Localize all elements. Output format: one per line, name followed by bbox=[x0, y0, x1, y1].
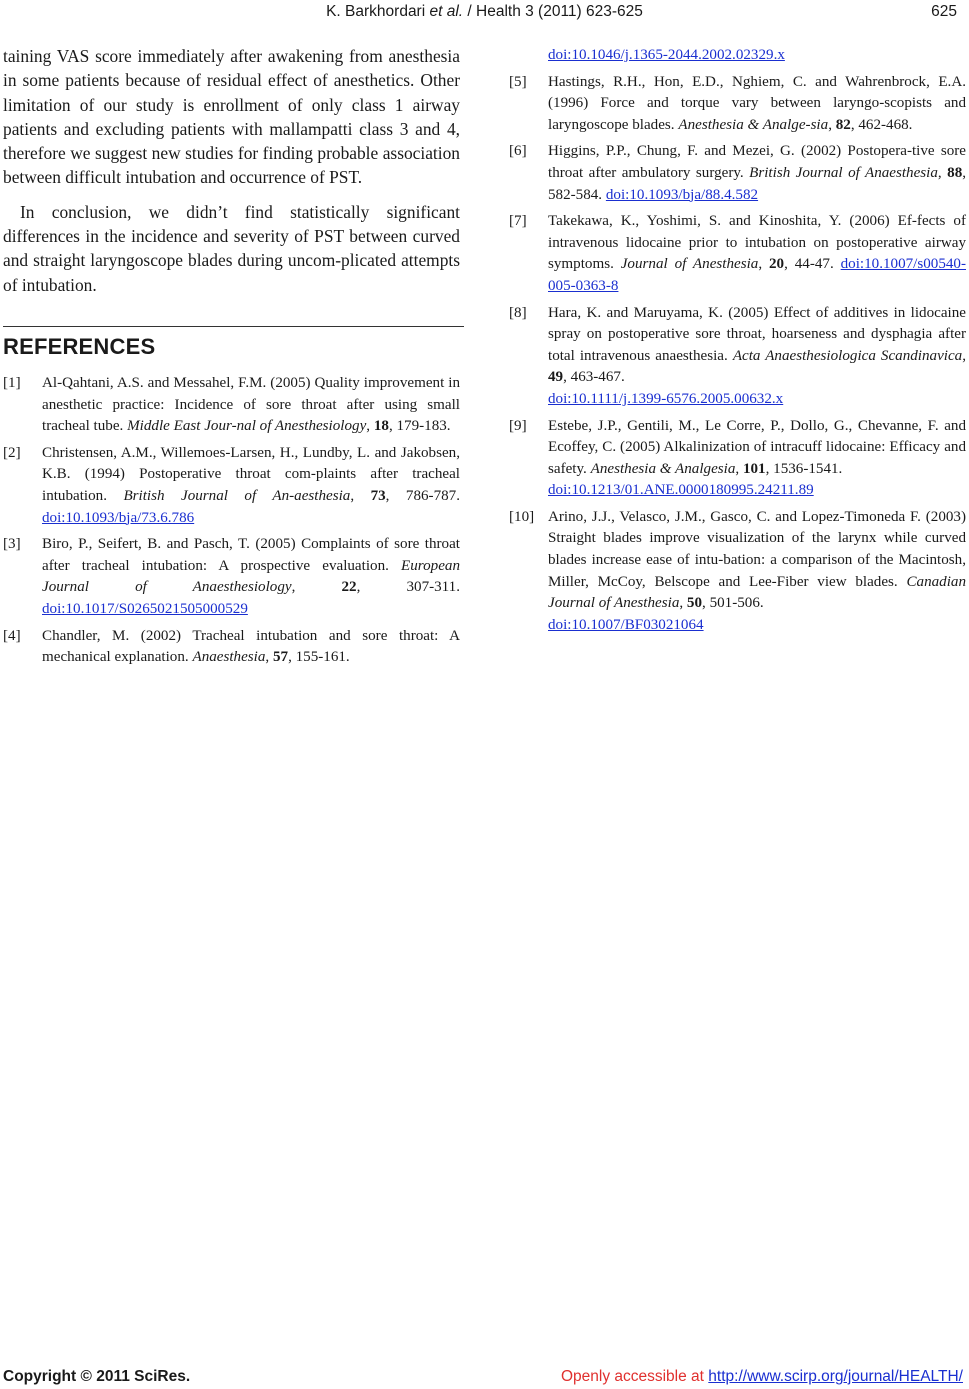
reference-number: [1] bbox=[3, 375, 21, 391]
reference-pages: , 582-584. bbox=[548, 164, 967, 203]
doi-link[interactable]: doi:10.1093/bja/88.4.582 bbox=[605, 186, 759, 203]
reference-journal: Anesthesia & Analgesia bbox=[590, 460, 736, 477]
reference-list-right bbox=[509, 45, 966, 641]
reference-volume: 20 bbox=[768, 256, 785, 273]
reference-journal: Middle East Jour-nal of Anesthesiology bbox=[127, 418, 367, 435]
reference-number: [8] bbox=[509, 304, 527, 321]
reference-text: Hastings, R.H., Hon, E.D., Nghiem, C. and Wahrenbrock, E.A. (1996) Force and torque vary between laryngo-scopists and laryngoscope blades. Anesthesia & Analge-sia, 82, 462-468. bbox=[548, 73, 966, 133]
reference-pages: , 179-183. bbox=[388, 418, 451, 435]
section-divider bbox=[3, 326, 464, 327]
reference-pages: , 462-468. bbox=[850, 116, 913, 133]
reference-item bbox=[509, 303, 966, 411]
reference-volume: 22 bbox=[341, 579, 357, 596]
reference-4-doi-continued[interactable] bbox=[548, 45, 966, 67]
reference-volume: 73 bbox=[370, 487, 386, 504]
reference-journal: Anaesthesia bbox=[192, 649, 266, 666]
reference-text: Higgins, P.P., Chung, F. and Mezei, G. (2002) Postopera-tive sore throat after ambulatory surgery. British Journal of Anaesthesia, 88, 582-584. doi:10.1093/bja/88.4.582 bbox=[548, 143, 967, 203]
access-notice bbox=[561, 1368, 963, 1386]
reference-text: Takekawa, K., Yoshimi, S. and Kinoshita, Y. (2006) Ef-fects of intravenous lidocaine prior to intubation on postoperative airway symptoms. Journal of Anesthesia, 20, 44-47. doi:10.1007/s00540-005-0363-8 bbox=[548, 213, 966, 294]
reference-text: Al-Qahtani, A.S. and Messahel, F.M. (2005) Quality improvement in anesthetic practice: Incidence of sore throat after using small tracheal tube. Middle East Jour-nal of Anesthesiology, 18, 179-183. bbox=[42, 375, 460, 435]
reference-item bbox=[3, 443, 460, 529]
doi-link[interactable]: doi:10.1007/BF03021064 bbox=[548, 616, 704, 633]
paragraph-limitations: taining VAS score immediately after awakening from anesthesia in some patients because of residual effect of anesthetics. Other limitation of our study is enrollment of only class 1 airway patients and excluding patients with mallampatti class 3 and 4, therefore we suggest new studies for finding probable association between difficult intubation and occurrence of PST. bbox=[3, 46, 460, 188]
doi-link[interactable]: doi:10.1093/bja/73.6.786 bbox=[42, 509, 195, 526]
reference-volume: 50 bbox=[686, 595, 703, 612]
reference-number: [5] bbox=[509, 73, 527, 90]
reference-number: [2] bbox=[3, 444, 21, 461]
running-title bbox=[0, 3, 969, 21]
reference-item bbox=[509, 72, 966, 137]
reference-number: [4] bbox=[3, 627, 21, 644]
reference-citation: Hastings, R.H., Hon, E.D., Nghiem, C. and Wahrenbrock, E.A. (1996) Force and torque vary between laryngo-scopists and laryngoscope blades. bbox=[548, 73, 966, 133]
reference-journal: British Journal of An-aesthesia bbox=[123, 487, 351, 504]
reference-journal: European Journal of Anaesthesiology bbox=[42, 557, 460, 596]
reference-pages: , 307-311. bbox=[356, 579, 460, 596]
header-authors: K. Barkhordari bbox=[326, 3, 426, 20]
reference-text: Arino, J.J., Velasco, J.M., Gasco, C. and Lopez-Timoneda F. (2003) Straight blades improve visualization of the larynx while curved blades increase ease of intu-bation: a comparison of the Macintosh, Miller, McCoy, Belscope and Lee-Fiber view blades. Canadian Journal of Anesthesia, 50, 501-506. doi:10.1007/BF03021064 bbox=[548, 508, 966, 633]
reference-item bbox=[509, 507, 966, 637]
reference-pages: , 463-467. bbox=[563, 369, 625, 386]
reference-item bbox=[3, 534, 460, 620]
references-heading: REFERENCES bbox=[3, 334, 156, 359]
reference-citation: Estebe, J.P., Gentili, M., Le Corre, P., Dollo, G., Chevanne, F. and Ecoffey, C. (2005) Alkalinization of intracuff lidocaine: Efficacy and safety. bbox=[548, 417, 966, 477]
reference-citation: Arino, J.J., Velasco, J.M., Gasco, C. and Lopez-Timoneda F. (2003) Straight blades improve visualization of the larynx while curved blades increase ease of intu-bation: a comparison of the Macintosh, Miller, McCoy, Belscope and Lee-Fiber view blades. bbox=[548, 508, 966, 590]
reference-journal: Acta Anaesthesiologica Scandinavica bbox=[732, 347, 963, 364]
reference-text: Chandler, M. (2002) Tracheal intubation and sore throat: A mechanical explanation. Anaesthesia, 57, 155-161. bbox=[42, 627, 460, 666]
reference-journal: Journal of Anesthesia bbox=[620, 256, 759, 273]
reference-text: Estebe, J.P., Gentili, M., Le Corre, P., Dollo, G., Chevanne, F. and Ecoffey, C. (2005) Alkalinization of intracuff lidocaine: Efficacy and safety. Anesthesia & Analgesia, 101, 1536-1541. doi:10.1213/01.ANE.0000180995.24211.89 bbox=[548, 417, 966, 499]
left-column-text bbox=[3, 44, 460, 297]
reference-pages: , 1536-1541. bbox=[765, 460, 843, 477]
access-label: Openly accessible at bbox=[560, 1368, 704, 1385]
reference-text: Biro, P., Seifert, B. and Pasch, T. (2005) Complaints of sore throat after tracheal intubation: A prospective evaluation. European Journal of Anaesthesiology, 22, 307-311. doi:10.1017/S0265021505000529 bbox=[42, 536, 460, 617]
reference-volume: 82 bbox=[835, 116, 851, 133]
reference-item bbox=[3, 626, 460, 669]
reference-list-left bbox=[3, 373, 460, 674]
reference-volume: 88 bbox=[947, 164, 963, 181]
reference-citation: Al-Qahtani, A.S. and Messahel, F.M. (2005) Quality improvement in anesthetic practice: Incidence of sore throat after using small tracheal tube. bbox=[42, 375, 460, 435]
reference-item bbox=[509, 141, 966, 206]
reference-volume: 18 bbox=[373, 418, 389, 435]
reference-volume: 49 bbox=[548, 369, 564, 386]
reference-number: [10] bbox=[509, 508, 535, 525]
reference-pages: , 501-506. bbox=[702, 595, 764, 612]
reference-volume: 57 bbox=[272, 649, 289, 666]
doi-link[interactable]: doi:10.1046/j.1365-2044.2002.02329.x bbox=[548, 47, 785, 63]
reference-item bbox=[3, 373, 460, 438]
running-header bbox=[0, 3, 969, 23]
header-journal: / Health 3 (2011) 623-625 bbox=[467, 3, 643, 20]
page-footer bbox=[0, 1368, 969, 1388]
reference-citation: Hara, K. and Maruyama, K. (2005) Effect of additives in lidocaine spray on postoperative sore throat, hoarseness and dysphagia after total intravenous anaesthesia. bbox=[548, 304, 966, 364]
reference-volume: 101 bbox=[742, 460, 766, 477]
reference-citation: Biro, P., Seifert, B. and Pasch, T. (2005) Complaints of sore throat after tracheal intubation: A prospective evaluation. bbox=[42, 536, 460, 574]
reference-number: [9] bbox=[509, 417, 527, 434]
reference-item bbox=[509, 416, 966, 502]
doi-link[interactable]: doi:10.1007/s00540-005-0363-8 bbox=[548, 256, 966, 294]
reference-item bbox=[509, 211, 966, 297]
reference-pages: , 44-47. bbox=[784, 256, 834, 273]
copyright-notice: Copyright © 2011 SciRes. bbox=[3, 1368, 191, 1385]
doi-link[interactable]: doi:10.1017/S0265021505000529 bbox=[42, 600, 248, 617]
reference-number: [7] bbox=[509, 213, 527, 230]
reference-pages: , 786-787. bbox=[385, 487, 460, 504]
reference-journal: Anesthesia & Analge-sia bbox=[678, 116, 829, 133]
paragraph-conclusion: In conclusion, we didn’t find statistically significant differences in the incidence and severity of PST between curved and straight laryngoscope blades during uncom-plicated attempts of intubation. bbox=[3, 201, 460, 295]
doi-link[interactable]: doi:10.1213/01.ANE.0000180995.24211.89 bbox=[548, 482, 814, 499]
reference-citation: Higgins, P.P., Chung, F. and Mezei, G. (2002) Postopera-tive sore throat after ambulatory surgery. bbox=[548, 143, 966, 181]
header-etal: et al. bbox=[429, 3, 464, 20]
reference-pages: , 155-161. bbox=[288, 649, 350, 666]
reference-text: Christensen, A.M., Willemoes-Larsen, H., Lundby, L. and Jakobsen, K.B. (1994) Postoperative throat com-plaints after tracheal intubation. British Journal of An-aesthesia, 73, 786-787. doi:10.1093/bja/73.6.786 bbox=[42, 444, 460, 526]
reference-journal: Canadian Journal of Anesthesia bbox=[548, 573, 966, 612]
page-number: 625 bbox=[931, 3, 957, 20]
reference-citation: Christensen, A.M., Willemoes-Larsen, H., Lundby, L. and Jakobsen, K.B. (1994) Postoperative throat com-plaints after tracheal intubation. bbox=[42, 444, 460, 504]
journal-url-link[interactable]: http://www.scirp.org/journal/HEALTH/ bbox=[708, 1368, 963, 1385]
reference-text: Hara, K. and Maruyama, K. (2005) Effect of additives in lidocaine spray on postoperative sore throat, hoarseness and dysphagia after total intravenous anaesthesia. Acta Anaesthesiologica Scandinavica, 49, 463-467. doi:10.1111/j.1399-6576.2005.00632.x bbox=[548, 304, 966, 407]
reference-citation: Takekawa, K., Yoshimi, S. and Kinoshita, Y. (2006) Ef-fects of intravenous lidocaine prior to intubation on postoperative airway symptoms. bbox=[548, 213, 966, 273]
doi-link[interactable]: doi:10.1111/j.1399-6576.2005.00632.x bbox=[548, 390, 784, 407]
reference-number: [3] bbox=[3, 536, 21, 553]
reference-citation: Chandler, M. (2002) Tracheal intubation and sore throat: A mechanical explanation. bbox=[42, 627, 460, 666]
reference-number: [6] bbox=[509, 143, 527, 160]
reference-journal: British Journal of Anaesthesia bbox=[749, 164, 938, 181]
